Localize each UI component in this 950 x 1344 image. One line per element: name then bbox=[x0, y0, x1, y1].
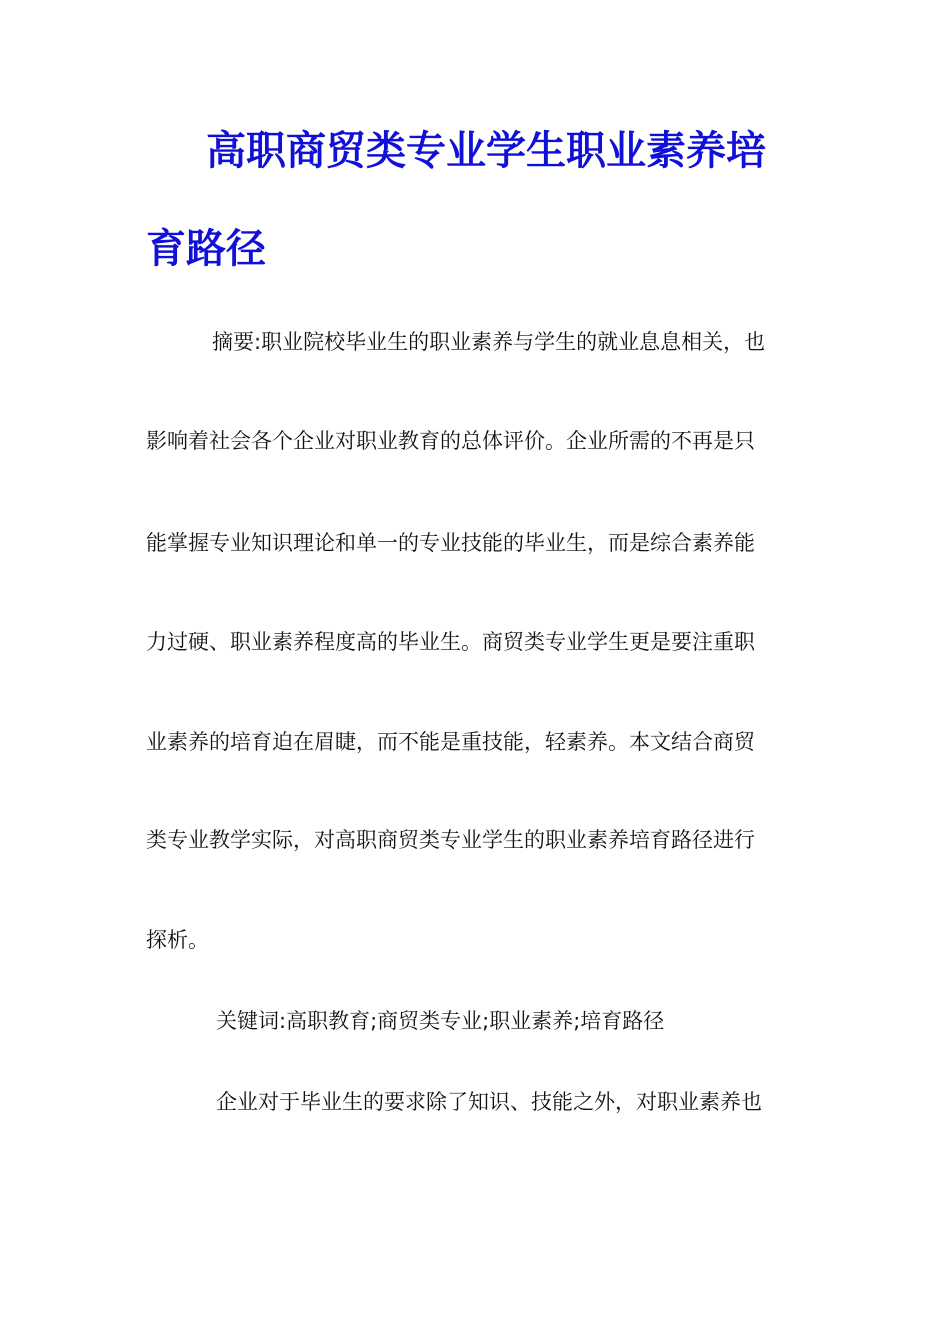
abstract-line-1: 摘要:职业院校毕业生的职业素养与学生的就业息息相关，也 bbox=[212, 330, 766, 354]
document-title-line-2: 育路径 bbox=[146, 225, 266, 272]
keywords-line: 关键词:高职教育;商贸类专业;职业素养;培育路径 bbox=[216, 1009, 665, 1033]
abstract-line-2: 影响着社会各个企业对职业教育的总体评价。企业所需的不再是只 bbox=[146, 429, 755, 453]
abstract-line-6: 类专业教学实际，对高职商贸类专业学生的职业素养培育路径进行 bbox=[146, 828, 755, 852]
abstract-line-5: 业素养的培育迫在眉睫，而不能是重技能，轻素养。本文结合商贸 bbox=[146, 730, 755, 754]
abstract-line-3: 能掌握专业知识理论和单一的专业技能的毕业生，而是综合素养能 bbox=[146, 531, 755, 555]
abstract-line-7: 探析。 bbox=[146, 928, 209, 952]
abstract-line-4: 力过硬、职业素养程度高的毕业生。商贸类专业学生更是要注重职 bbox=[146, 630, 755, 654]
body-paragraph-line-1: 企业对于毕业生的要求除了知识、技能之外，对职业素养也 bbox=[216, 1090, 762, 1114]
document-title-line-1: 高职商贸类专业学生职业素养培 bbox=[206, 127, 766, 174]
